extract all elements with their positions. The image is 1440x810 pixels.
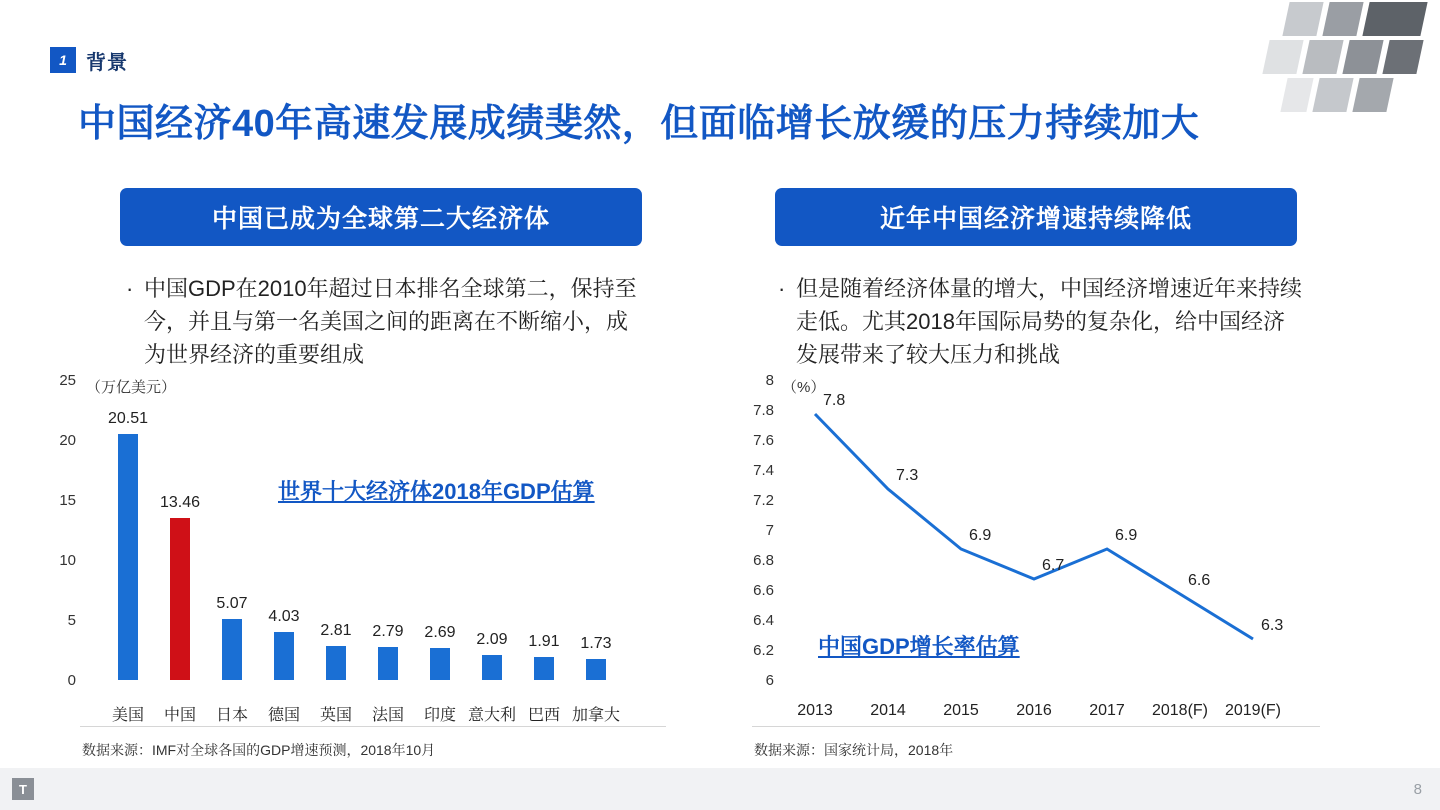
line-category-label: 2014 <box>870 702 906 719</box>
line-ytick-6: 6 <box>765 672 774 689</box>
bar-value-label: 2.09 <box>476 630 508 648</box>
panel-header-left: 中国已成为全球第二大经济体 <box>120 188 642 246</box>
bar-category-label: 意大利 <box>467 707 516 724</box>
line-category-label: 2015 <box>943 702 979 719</box>
bar-category-label: 法国 <box>371 707 404 724</box>
bar-value-label: 2.81 <box>320 622 352 640</box>
bar-ytick-15: 15 <box>59 492 76 509</box>
footer-page-number: 8 <box>1413 781 1422 798</box>
bar-plot-area <box>88 380 648 680</box>
line-ytick-7.8: 7.8 <box>753 402 774 419</box>
bar-ytick-0: 0 <box>67 672 76 689</box>
line-ytick-7.2: 7.2 <box>753 492 774 509</box>
divider-left <box>80 726 666 727</box>
bar-value-label: 4.03 <box>268 607 300 625</box>
bar <box>170 518 190 680</box>
bar-chart-unit: （万亿美元） <box>86 379 177 396</box>
bar <box>222 619 242 680</box>
line-value-label: 7.8 <box>823 392 846 409</box>
line-value-label: 6.9 <box>1115 527 1138 544</box>
bar-value-label: 13.46 <box>159 494 201 512</box>
bar-ytick-25: 25 <box>59 372 76 389</box>
line-ytick-6.4: 6.4 <box>753 612 774 629</box>
bullet-right <box>778 272 1302 371</box>
bar-category-label: 加拿大 <box>571 707 620 724</box>
bar-value-label: 1.73 <box>580 635 612 653</box>
line-category-label: 2019(F) <box>1224 702 1282 719</box>
bar <box>586 659 606 680</box>
line-ytick-8: 8 <box>765 372 774 389</box>
line-ytick-6.6: 6.6 <box>753 582 774 599</box>
bar-category-label: 英国 <box>319 707 352 724</box>
line-ytick-7: 7 <box>765 522 774 539</box>
bullet-dot-right: · <box>778 276 786 301</box>
bar <box>482 655 502 680</box>
source-note-right: 数据来源：国家统计局，2018年 <box>754 742 954 758</box>
line-chart-unit: （%） <box>782 379 826 396</box>
bar-category-label: 中国 <box>163 707 196 724</box>
bullet-left <box>126 272 646 371</box>
bar <box>378 647 398 680</box>
bar-ytick-10: 10 <box>59 552 76 569</box>
line-category-label: 2013 <box>797 702 833 719</box>
bar <box>326 646 346 680</box>
line-value-label: 6.6 <box>1188 572 1211 589</box>
bar <box>534 657 554 680</box>
bullet-text-right: 但是随着经济体量的增大，中国经济增速近年来持续走低。尤其2018年国际局势的复杂化，给中国经济发展带来了较大压力和挑战 <box>796 276 1303 367</box>
line-value-label: 6.7 <box>1042 557 1065 574</box>
section-name: 背景 <box>86 52 128 74</box>
bar-category-label: 日本 <box>215 707 248 724</box>
line-ytick-6.2: 6.2 <box>753 642 774 659</box>
corner-decoration <box>1260 0 1440 140</box>
bar-category-label: 德国 <box>267 707 300 724</box>
line-ytick-6.8: 6.8 <box>753 552 774 569</box>
bullet-text-left: 中国GDP在2010年超过日本排名全球第二，保持至今，并且与第一名美国之间的距离在不断缩小，成为世界经济的重要组成 <box>144 276 637 367</box>
page-title: 中国经济40年高速发展成绩斐然，但面临增长放缓的压力持续加大 <box>78 103 1200 145</box>
line-category-label: 2017 <box>1089 702 1125 719</box>
bar-value-label: 5.07 <box>216 595 248 613</box>
bar <box>430 648 450 680</box>
footer-bar <box>0 768 1440 810</box>
bar-value-label: 2.79 <box>372 622 404 640</box>
bar-chart-caption: 世界十大经济体2018年GDP估算 <box>278 479 595 504</box>
line-chart <box>753 372 1320 720</box>
bar-category-label: 美国 <box>111 707 144 724</box>
bar-category-label: 印度 <box>423 707 456 724</box>
line-category-label: 2016 <box>1016 702 1052 719</box>
divider-right <box>752 726 1320 727</box>
bar-ytick-20: 20 <box>59 432 76 449</box>
footer-logo: T <box>12 778 34 800</box>
line-ytick-7.4: 7.4 <box>753 462 774 479</box>
bullet-dot-left: · <box>126 276 134 301</box>
bar-value-label: 2.69 <box>424 623 456 641</box>
bar <box>118 434 138 680</box>
line-category-label: 2018(F) <box>1151 702 1209 719</box>
line-ytick-7.6: 7.6 <box>753 432 774 449</box>
line-value-label: 6.9 <box>969 527 992 544</box>
line-value-label: 6.3 <box>1261 617 1284 634</box>
panel-header-right: 近年中国经济增速持续降低 <box>775 188 1297 246</box>
bar-chart <box>59 372 660 724</box>
bar-value-label: 20.51 <box>107 409 149 427</box>
line-value-label: 7.3 <box>896 467 919 484</box>
section-number-badge: 1 <box>50 47 76 73</box>
line-chart-svg <box>800 380 1300 690</box>
line-chart-caption: 中国GDP增长率估算 <box>818 634 1020 659</box>
bar <box>274 632 294 680</box>
bar-category-label: 巴西 <box>527 707 560 724</box>
bar-value-label: 1.91 <box>528 633 560 651</box>
source-note-left: 数据来源：IMF对全球各国的GDP增速预测，2018年10月 <box>82 742 436 758</box>
bar-ytick-5: 5 <box>67 612 76 629</box>
